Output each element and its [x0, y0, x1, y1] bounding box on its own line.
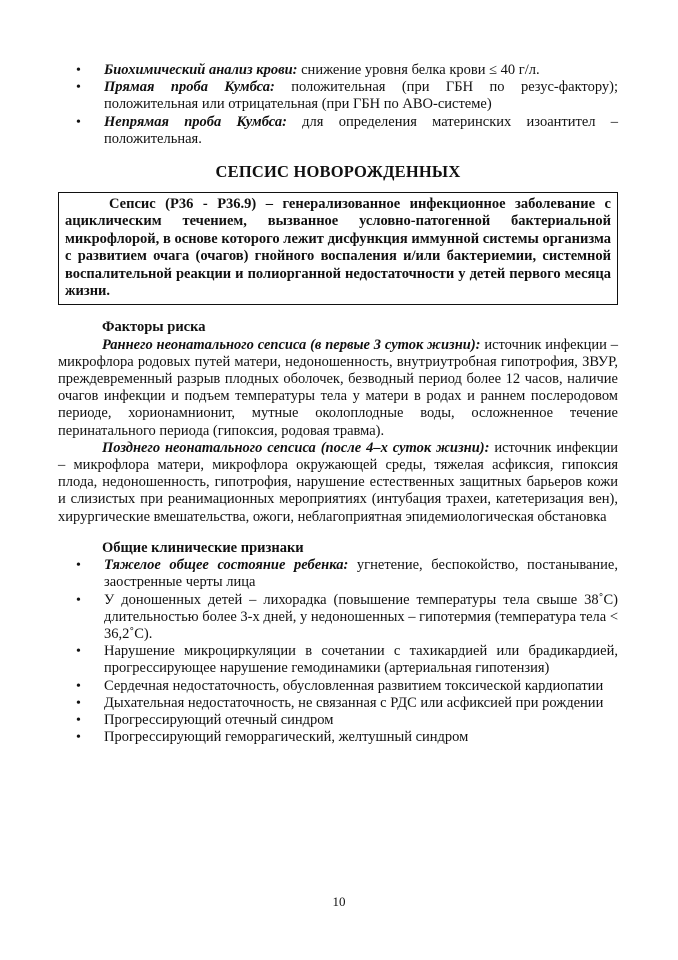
- document-page: [58, 62, 618, 746]
- bullet-icon: •: [76, 712, 81, 728]
- early-sepsis-label: Раннего неонатального сепсиса (в первые 3 суток жизни):: [102, 336, 481, 353]
- item-text: Дыхательная недостаточность, не связанная с РДС или асфиксией при рождении: [104, 694, 604, 711]
- bullet-icon: •: [76, 730, 81, 746]
- late-sepsis-text: источник инфекции – микрофлора матери, микрофлора окружающей среды, тяжелая асфиксия, гипоксия плода, недоношенность, гипотрофия, нарушение естественных защитных барьеров кожи и слизистых при реанимационных мероприятиях (интубация трахеи, катетеризация вен), хирургические вмешательства, ожоги, неблагоприятная эпидемиологическая обстановка: [58, 439, 618, 525]
- late-sepsis-paragraph: [58, 440, 618, 526]
- list-item: [58, 695, 618, 712]
- list-item: [58, 79, 618, 113]
- item-lead: Непрямая проба Кумбса:: [104, 113, 287, 130]
- early-sepsis-text: источник инфекции – микрофлора родовых путей матери, недоношенность, внутриутробная гипотрофия, ЗВУР, преждевременный разрыв плодных оболочек, безводный период более 12 часов, наличие очагов инфекции и подъем температуры тела у матери в родах и раннем послеродовом периоде, хорионамнионит, мутные околоплодные воды, осложненное течение перинатального периода (гипоксия, родовая травма).: [58, 336, 618, 439]
- bullet-icon: •: [76, 558, 81, 574]
- bullet-icon: •: [76, 678, 81, 694]
- item-text: снижение уровня белка крови ≤ 40 г/л.: [297, 62, 540, 78]
- item-text: Прогрессирующий геморрагический, желтушный синдром: [104, 729, 469, 746]
- item-text: У доношенных детей – лихорадка (повышение температуры тела свыше 38˚С) длительностью более 3-х дней, у недоношенных – гипотермия (температура тела < 36,2˚С).: [104, 591, 618, 642]
- early-sepsis-paragraph: [58, 337, 618, 440]
- bullet-icon: •: [76, 114, 81, 130]
- clinical-signs-list: [58, 557, 618, 746]
- page-number: 10: [332, 894, 346, 909]
- list-item: [58, 643, 618, 677]
- list-item: [58, 729, 618, 746]
- clinical-signs-heading: Общие клинические признаки: [102, 539, 304, 556]
- item-text: для определения материнских изоантител – положительная.: [104, 113, 618, 147]
- item-lead: Биохимический анализ крови:: [104, 62, 298, 78]
- lab-findings-list: [58, 62, 618, 148]
- item-lead: Тяжелое общее состояние ребенка:: [104, 557, 349, 574]
- item-text: Сердечная недостаточность, обусловленная развитием токсической кардиопатии: [104, 677, 604, 694]
- definition-box: Сепсис (Р36 - Р36.9) – генерализованное инфекционное заболевание с ациклическим течением, вызванное условно-патогенной бактериальной микрофлорой, в основе которого лежит дисфункция иммунной системы организма с развитием очага (очагов) гнойного воспаления и/или бактериемии, системной воспалительной реакции и полиорганной недостаточности у детей первого месяца жизни.: [58, 192, 618, 305]
- list-item: [58, 592, 618, 644]
- bullet-icon: •: [76, 80, 81, 96]
- item-text: Прогрессирующий отечный синдром: [104, 711, 334, 728]
- list-item: [58, 678, 618, 695]
- spacer: [58, 526, 618, 540]
- list-item: [58, 62, 618, 79]
- risk-factors-heading: Факторы риска: [102, 319, 206, 336]
- item-lead: Прямая проба Кумбса:: [104, 79, 275, 96]
- bullet-icon: •: [76, 695, 81, 711]
- item-text: положительная (при ГБН по резус-фактору); положительная или отрицательная (при ГБН по АВО-системе): [104, 79, 618, 113]
- bullet-icon: •: [76, 644, 81, 660]
- list-item: [58, 114, 618, 148]
- bullet-icon: •: [76, 63, 81, 78]
- bullet-icon: •: [76, 592, 81, 608]
- section-title: СЕПСИС НОВОРОЖДЕННЫХ: [215, 162, 461, 182]
- list-item: [58, 712, 618, 729]
- list-item: [58, 557, 618, 591]
- item-text: угнетение, беспокойство, постанывание, заостренные черты лица: [104, 557, 618, 591]
- item-text: Нарушение микроциркуляции в сочетании с тахикардией или брадикардией, прогрессирующее нарушение гемодинамики (артериальная гипотензия): [104, 643, 618, 677]
- spacer: [58, 305, 618, 319]
- late-sepsis-label: Позднего неонатального сепсиса (после 4–х суток жизни):: [102, 439, 490, 456]
